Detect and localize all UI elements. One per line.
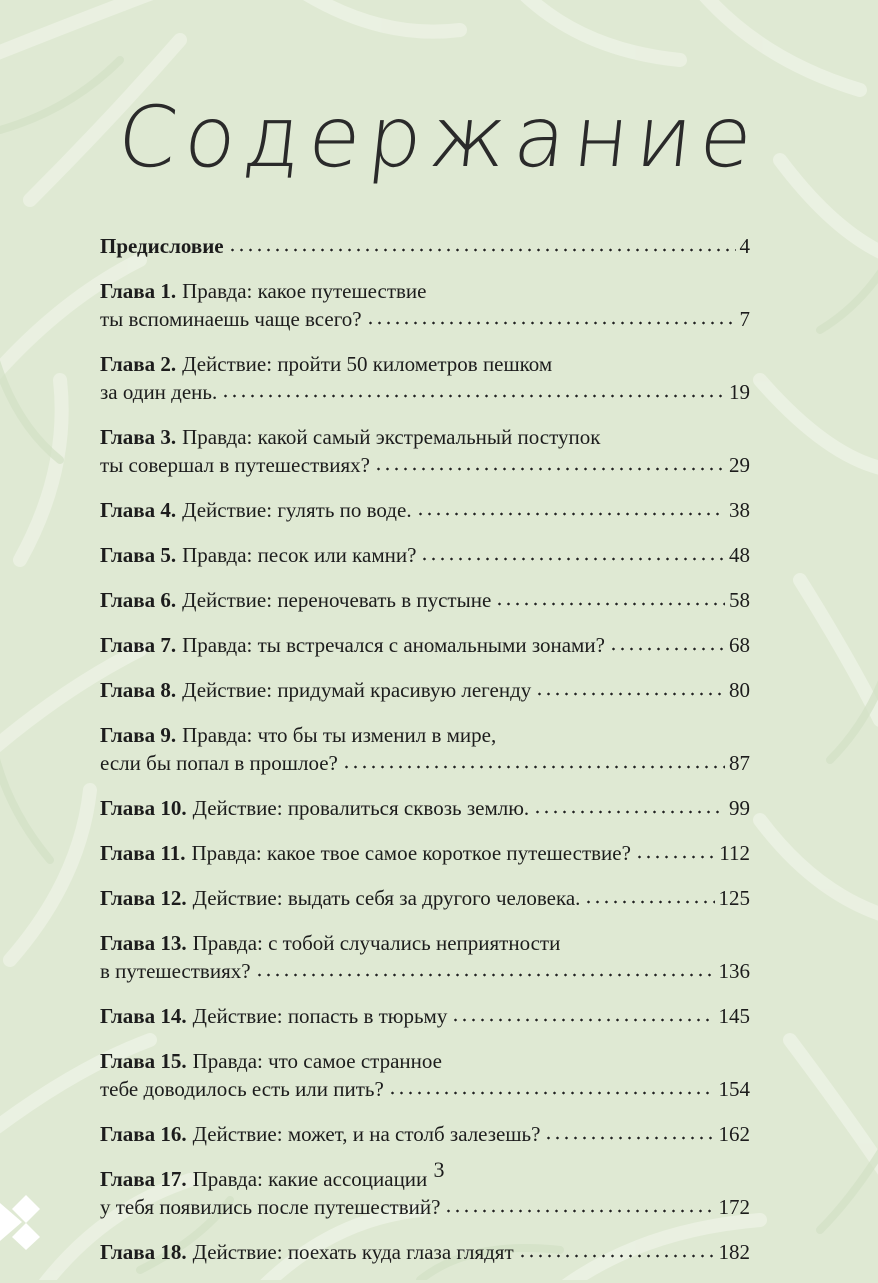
toc-entry [100,586,750,614]
entry-page-number: 145 [718,1004,750,1028]
toc-entry-line [100,1075,750,1103]
toc-entry [100,1120,750,1148]
page-number: 3 [433,1157,445,1182]
chapter-number: Глава 18. [100,1240,187,1264]
dot-leader [374,452,725,472]
entry-page-number: 48 [729,543,750,567]
entry-page-number: 29 [729,453,750,477]
toc-entry-line [100,929,750,957]
chapter-title: Действие: может, и на столб залезешь? [192,1122,541,1146]
table-of-contents [100,232,750,1283]
toc-entry-line [100,957,750,985]
dot-leader [609,632,725,652]
toc-entry-line [100,721,750,749]
chapter-number: Глава 5. [100,543,177,567]
chapter-title: Действие: гулять по воде. [182,498,412,522]
chapter-title: Действие: провалиться сквозь землю. [192,796,530,820]
chapter-title: Предисловие [100,234,224,258]
chapter-title: Действие: переночевать в пустыне [182,588,492,612]
toc-entry [100,721,750,777]
chapter-number: Глава 12. [100,886,187,910]
entry-page-number: 136 [718,959,750,983]
toc-entry-line [100,1193,750,1221]
toc-entry-line [100,350,750,378]
toc-entry-line [100,496,750,524]
toc-entry [100,884,750,912]
chapter-title: Правда: с тобой случались неприятности [192,931,561,955]
dot-leader [544,1121,714,1141]
toc-entry-line [100,1047,750,1075]
chapter-number: Глава 8. [100,678,177,702]
toc-entry [100,1047,750,1103]
dot-leader [518,1239,715,1259]
dot-leader [535,677,725,697]
entry-page-number: 172 [718,1195,750,1219]
chapter-number: Глава 2. [100,352,177,376]
page-title: Содержание [113,88,765,186]
toc-entry [100,277,750,333]
chapter-number: Глава 1. [100,279,177,303]
toc-entry [100,929,750,985]
dot-leader [451,1003,714,1023]
toc-entry-line [100,631,750,659]
chapter-title: Правда: какие ассоциации [192,1167,428,1191]
toc-entry [100,1238,750,1266]
toc-entry-line [100,277,750,305]
dot-leader [420,542,725,562]
chapter-title: Правда: какой самый экстремальный поступок [182,425,601,449]
toc-entry [100,496,750,524]
toc-entry [100,232,750,260]
chapter-number: Глава 15. [100,1049,187,1073]
chapter-number: Глава 10. [100,796,187,820]
toc-entry-line [100,1120,750,1148]
chapter-title: ты совершал в путешествиях? [100,453,370,477]
dot-leader [416,497,725,517]
chapter-number: Глава 14. [100,1004,187,1028]
chapter-title: за один день. [100,380,218,404]
toc-entry [100,794,750,822]
toc-entry-line [100,541,750,569]
chapter-title: Правда: какое твое самое короткое путешествие? [191,841,631,865]
chapter-title: Действие: пройти 50 километров пешком [182,352,553,376]
chapter-number: Глава 13. [100,931,187,955]
chapter-title: Правда: какое путешествие [182,279,427,303]
entry-page-number: 154 [718,1077,750,1101]
entry-page-number: 162 [718,1122,750,1146]
dot-leader [228,233,736,253]
chapter-number: Глава 3. [100,425,177,449]
toc-entry-line [100,378,750,406]
entry-page-number: 99 [729,796,750,820]
entry-page-number: 7 [739,307,750,331]
chapter-title: Действие: придумай красивую легенду [182,678,532,702]
toc-entry-line [100,423,750,451]
toc-entry-line [100,794,750,822]
toc-entry-line [100,232,750,260]
chapter-number: Глава 16. [100,1122,187,1146]
toc-entry-line [100,1002,750,1030]
dot-leader [366,306,736,326]
chapter-title: тебе доводилось есть или пить? [100,1077,384,1101]
dot-leader [342,750,725,770]
chapter-number: Глава 7. [100,633,177,657]
dot-leader [444,1194,714,1214]
toc-entry [100,676,750,704]
entry-page-number: 4 [739,234,750,258]
chapter-number: Глава 6. [100,588,177,612]
chapter-title: если бы попал в прошлое? [100,751,338,775]
chapter-title: Правда: песок или камни? [182,543,417,567]
entry-page-number: 182 [718,1240,750,1264]
toc-entry [100,1002,750,1030]
toc-entry [100,423,750,479]
entry-page-number: 112 [719,841,750,865]
chapter-number: Глава 9. [100,723,177,747]
entry-page-number: 58 [729,588,750,612]
toc-entry-line [100,586,750,614]
chapter-title: Действие: выдать себя за другого человека. [192,886,581,910]
chapter-title: Действие: попасть в тюрьму [192,1004,448,1028]
toc-entry-line [100,1238,750,1266]
toc-entry [100,631,750,659]
dot-leader [533,795,725,815]
dot-leader [388,1076,715,1096]
chapter-number: Глава 4. [100,498,177,522]
chapter-title: в путешествиях? [100,959,251,983]
entry-page-number: 125 [718,886,750,910]
chapter-title: ты вспоминаешь чаще всего? [100,307,362,331]
chapter-number: Глава 11. [100,841,186,865]
toc-entry [100,350,750,406]
toc-entry [100,839,750,867]
dot-leader [255,958,715,978]
chapter-title: Правда: что самое странное [192,1049,442,1073]
toc-entry [100,541,750,569]
dot-leader [221,379,725,399]
dot-leader [495,587,725,607]
chapter-number: Глава 17. [100,1167,187,1191]
dot-leader [635,840,715,860]
entry-page-number: 80 [729,678,750,702]
chapter-title: Правда: что бы ты изменил в мире, [182,723,497,747]
chapter-title: Правда: ты встречался с аномальными зонами? [182,633,605,657]
chapter-title: у тебя появились после путешествий? [100,1195,441,1219]
chapter-title: Действие: поехать куда глаза глядят [192,1240,514,1264]
toc-entry-line [100,884,750,912]
toc-entry-line [100,749,750,777]
entry-page-number: 19 [729,380,750,404]
toc-entry-line [100,305,750,333]
dot-leader [584,885,714,905]
entry-page-number: 68 [729,633,750,657]
toc-entry-line [100,676,750,704]
entry-page-number: 87 [729,751,750,775]
toc-entry-line [100,839,750,867]
publisher-logo-icon [0,1195,52,1250]
toc-entry-line [100,451,750,479]
entry-page-number: 38 [729,498,750,522]
